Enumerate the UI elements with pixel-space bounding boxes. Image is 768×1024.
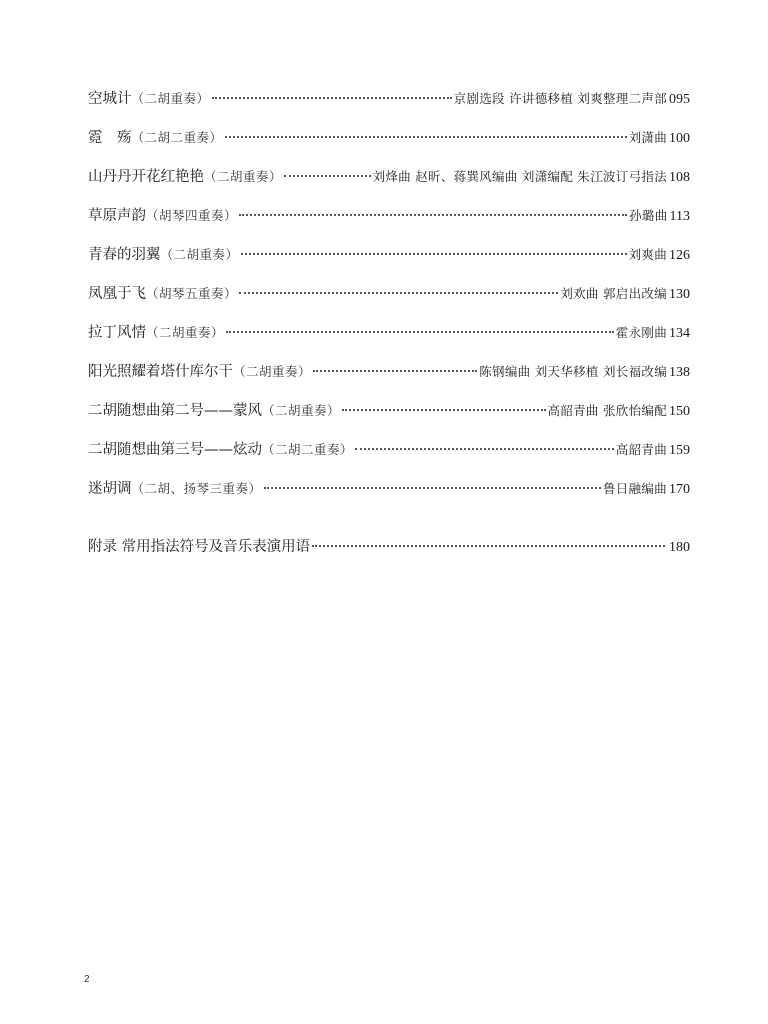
toc-entry[interactable] [88,127,690,166]
toc-entry[interactable] [88,166,690,205]
entry-title: 凤凰于飞 [88,286,146,302]
entry-ensemble: （二胡、扬琴三重奏） [131,481,262,496]
entry-page-number: 150 [669,404,690,419]
appendix-page-number: 180 [669,540,690,555]
entry-credit: 刘欢曲 郭启出改编 [560,286,667,301]
entry-credit: 京剧选段 许讲德移植 刘爽整理二声部 [453,91,667,106]
entry-credit: 高韶青曲 张欣怡编配 [547,403,667,418]
page-folio-number: 2 [84,974,90,985]
toc-entry[interactable] [88,400,690,439]
entry-title: 青春的羽翼 [88,247,161,263]
entry-ensemble: （二胡二重奏） [262,442,354,457]
entry-ensemble: （胡琴五重奏） [146,286,238,301]
entry-ensemble: （二胡重奏） [262,403,341,418]
toc-entry[interactable] [88,322,690,361]
entry-title: 山丹丹开花红艳艳 [88,169,204,185]
entry-credit: 刘烽曲 赵昕、蒋巽风编曲 刘潇编配 朱江波订弓指法 [372,169,667,184]
dot-leader [239,214,627,216]
entry-ensemble: （胡琴四重奏） [146,208,238,223]
entry-page-number: 134 [669,326,690,341]
entry-credit: 孙璐曲 [629,208,668,223]
entry-ensemble: （二胡重奏） [131,91,210,106]
entry-title: 二胡随想曲第二号——蒙风 [88,403,262,419]
entry-credit: 陈钢编曲 刘天华移植 刘长福改编 [479,364,667,379]
entry-ensemble: （二胡重奏） [160,247,239,262]
entry-title: 二胡随想曲第三号——炫动 [88,442,262,458]
dot-leader [342,409,546,411]
entry-credit: 霍永刚曲 [615,325,667,340]
dot-leader [241,253,627,255]
entry-credit: 鲁日融编曲 [602,481,667,496]
dot-leader [284,175,371,177]
entry-ensemble: （二胡重奏） [146,325,225,340]
entry-title: 草原声韵 [88,208,146,224]
entry-page-number: 113 [669,209,690,224]
entry-page-number: 130 [669,287,690,302]
dot-leader [355,448,614,450]
appendix-title: 附录 常用指法符号及音乐表演用语 [88,539,311,555]
entry-ensemble: （二胡重奏） [233,364,312,379]
table-of-contents [88,88,690,575]
entry-title: 拉丁风情 [88,325,146,341]
entry-title: 阳光照耀着塔什库尔干 [88,364,233,380]
entry-page-number: 126 [669,248,690,263]
entry-ensemble: （二胡重奏） [204,169,283,184]
toc-entry[interactable] [88,205,690,244]
dot-leader [225,136,627,138]
toc-entry[interactable] [88,88,690,127]
entry-title: 迷胡调 [88,481,132,497]
entry-page-number: 170 [669,482,690,497]
toc-entry[interactable] [88,361,690,400]
toc-entry[interactable] [88,478,690,517]
entry-title: 空城计 [88,91,132,107]
entry-credit: 高韶青曲 [615,442,667,457]
entry-page-number: 138 [669,365,690,380]
entry-title: 霓 殇 [88,130,132,146]
toc-entry[interactable] [88,439,690,478]
toc-appendix-entry[interactable] [88,536,690,575]
dot-leader [212,97,452,99]
entry-page-number: 108 [669,170,690,185]
dot-leader [264,487,601,489]
dot-leader [312,545,665,547]
dot-leader [239,292,558,294]
entry-page-number: 100 [669,131,690,146]
entry-ensemble: （二胡二重奏） [131,130,223,145]
dot-leader [226,331,614,333]
toc-entry[interactable] [88,244,690,283]
entry-page-number: 159 [669,443,690,458]
entry-page-number: 095 [669,92,690,107]
entry-credit: 刘爽曲 [628,247,667,262]
toc-entry[interactable] [88,283,690,322]
dot-leader [313,370,477,372]
entry-credit: 刘潇曲 [628,130,667,145]
